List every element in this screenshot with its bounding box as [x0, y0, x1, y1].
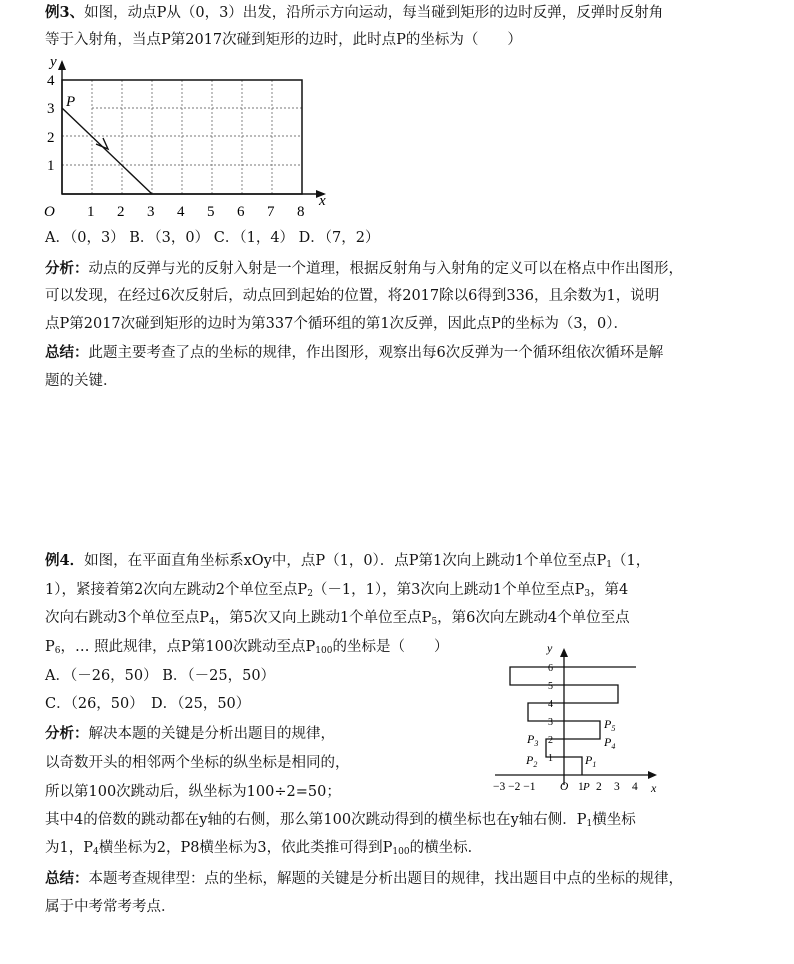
- point-label-p1: $P_1$: [585, 753, 597, 769]
- ex4-text: 1），紧接着第2次向左跳动2个单位至点P: [45, 582, 308, 598]
- y-tick: 4: [548, 699, 553, 710]
- ex4-text: （－1，1），第3次向上跳动1个单位至点P: [312, 582, 585, 598]
- x-tick: 1: [578, 781, 584, 793]
- y-ticks: [548, 663, 553, 764]
- x-neg-ticks: −3 −2 −1: [493, 781, 536, 793]
- y-tick: 1: [548, 753, 553, 764]
- ex3-analysis-text-2: 可以发现，在经过6次反射后，动点回到起始的位置，将2017除以6得到336，且余数为1，说明: [45, 288, 660, 304]
- x-axis-arrow-icon: [648, 771, 657, 779]
- x-tick: 7: [267, 204, 275, 220]
- ex4-analysis-text-3: 所以第100次跳动后，纵坐标为100÷2=50；: [45, 784, 341, 800]
- ex3-summary-2: [45, 371, 118, 391]
- ex3-analysis-label: 分析：: [45, 260, 89, 277]
- ex3-analysis-text-1: 动点的反弹与光的反射入射是一个道理，根据反射角与入射角的定义可以在格点中作出图形，: [88, 261, 683, 277]
- ex4-line-4: [45, 637, 448, 661]
- x-tick: 5: [207, 204, 215, 220]
- ex3-summary-label: 总结：: [45, 344, 89, 361]
- ex4-line-1: [45, 551, 650, 575]
- ex4-text: （1，: [612, 553, 651, 569]
- ex4-choices-2: [45, 694, 250, 714]
- point-label-p4: $P_4$: [604, 735, 616, 751]
- subscript: 2: [307, 589, 313, 599]
- y-axis-label: y: [547, 641, 553, 655]
- subscript: 4: [92, 847, 99, 857]
- ex4-analysis-1: [45, 724, 335, 744]
- x-tick: 8: [297, 204, 305, 220]
- subscript: 100: [315, 646, 333, 656]
- ex3-summary-text-1: 此题主要考查了点的坐标的规律，作出图形，观察出每6次反弹为一个循环组依次循环是解: [88, 345, 664, 361]
- point-label-start: P: [583, 781, 590, 793]
- subscript: 1: [592, 760, 597, 769]
- ex3-text-1: 如图，动点P从（0，3）出发，沿所示方向运动，每当碰到矩形的边时反弹，反弹时反射角: [84, 5, 664, 21]
- point-label-p2: $P_2$: [526, 753, 538, 769]
- ex4-label: 例4．: [45, 552, 85, 569]
- y-axis-arrow-icon: [58, 60, 66, 70]
- ex3-choices-text: A．（0，3） B．（3，0） C．（1，4） D．（7，2）: [45, 230, 380, 246]
- x-tick: 2: [117, 204, 125, 220]
- ex4-text: 如图，在平面直角坐标系xOy中，点P（1，0）．点P第1次向上跳动1个单位至点P: [84, 553, 607, 569]
- ex4-text: 的坐标是（ ）: [332, 639, 449, 655]
- x-tick: 1: [87, 204, 95, 220]
- x-tick: 2: [596, 781, 602, 793]
- subscript: 100: [392, 847, 410, 857]
- ex4-text: ，第5次又向上跳动1个单位至点P: [214, 610, 432, 626]
- ex4-text: 横坐标为2，P8横坐标为3，依此类推可得到P: [98, 840, 393, 856]
- ex4-summary-text-1: 本题考查规律型：点的坐标，解题的关键是分析出题目的规律，找出题目中点的坐标的规律，: [88, 871, 683, 887]
- figure-jump-path: [490, 640, 665, 800]
- ex4-summary-text-2: 属于中考常考考点．: [45, 899, 176, 915]
- subscript: 2: [533, 760, 538, 769]
- subscript: 4: [611, 742, 616, 751]
- ex4-text: 为1，P: [45, 840, 93, 856]
- ex3-analysis-text-3: 点P第2017次碰到矩形的边时为第337个循环组的第1次反弹，因此点P的坐标为（3，0）．: [45, 316, 629, 332]
- subscript: 5: [611, 724, 616, 733]
- ex4-text: ，… 照此规律，点P第100次跳动至点P: [60, 639, 316, 655]
- ex4-analysis-text-2: 以奇数开头的相邻两个坐标的纵坐标是相同的，: [45, 755, 350, 771]
- ex4-text: P: [45, 639, 55, 655]
- ex3-analysis-2: [45, 286, 659, 306]
- subscript: 6: [54, 646, 61, 656]
- grid-lines: [62, 80, 302, 194]
- y-axis-arrow-icon: [560, 648, 568, 657]
- ex4-analysis-3: [45, 782, 341, 802]
- ex4-text: 横坐标: [592, 812, 636, 828]
- ex4-line-2: [45, 580, 628, 604]
- x-tick: 3: [614, 781, 620, 793]
- y-tick: 2: [47, 130, 55, 146]
- ex4-analysis-4: [45, 810, 636, 834]
- x-axis-label: x: [319, 193, 326, 209]
- origin-label: O: [560, 781, 569, 793]
- ex3-analysis-1: [45, 259, 683, 279]
- subscript: 3: [584, 589, 591, 599]
- figure-rect-bounce: [40, 50, 340, 225]
- ex3-line-1: [45, 3, 663, 23]
- ex3-summary-1: [45, 343, 663, 363]
- ex4-text: ，第6次向左跳动4个单位至点: [437, 610, 630, 626]
- ex4-choices-text-1: A．（－26，50） B．（－25，50）: [45, 668, 276, 684]
- ex4-text: 其中4的倍数的跳动都在y轴的右侧，那么第100次跳动得到的横坐标也在y轴右侧．P: [45, 812, 587, 828]
- ex4-analysis-text-1: 解决本题的关键是分析出题目的规律，: [88, 726, 335, 742]
- point-label-p3: $P_3$: [527, 732, 539, 748]
- ex4-text: ，第4: [590, 582, 629, 598]
- y-tick: 3: [47, 101, 55, 117]
- path-segment: [62, 108, 152, 194]
- x-tick: 6: [237, 204, 245, 220]
- ex4-text: 次向右跳动3个单位至点P: [45, 610, 209, 626]
- y-axis-label: y: [50, 54, 57, 70]
- ex3-label: 例3、: [45, 4, 85, 21]
- ex3-summary-text-2: 题的关键．: [45, 373, 118, 389]
- ex4-choices-text-2: C．（26，50） D．（25，50）: [45, 696, 251, 712]
- y-tick: 2: [548, 735, 553, 746]
- subscript: 3: [534, 739, 539, 748]
- subscript: 5: [431, 617, 438, 627]
- ex4-text: 的横坐标．: [409, 840, 483, 856]
- ex3-analysis-3: [45, 314, 628, 334]
- y-tick: 3: [548, 717, 553, 728]
- subscript: 1: [606, 560, 613, 570]
- ex4-choices-1: [45, 666, 275, 686]
- ex4-line-3: [45, 608, 630, 632]
- ex4-summary-2: [45, 897, 176, 917]
- ex4-analysis-5: [45, 838, 482, 862]
- point-label-p5: $P_5$: [604, 717, 616, 733]
- direction-arrow-icon: [96, 138, 108, 149]
- subscript: 1: [586, 819, 593, 829]
- x-tick: 4: [177, 204, 185, 220]
- x-axis-label: x: [651, 781, 657, 795]
- ex4-analysis-label: 分析：: [45, 725, 89, 742]
- ex3-choices: [45, 228, 379, 248]
- x-tick: 3: [147, 204, 155, 220]
- ex3-text-2: 等于入射角，当点P第2017次碰到矩形的边时，此时点P的坐标为（ ）: [45, 32, 522, 48]
- origin-label: O: [44, 204, 55, 220]
- ex4-summary-label: 总结：: [45, 870, 89, 887]
- subscript: 4: [208, 617, 215, 627]
- y-tick: 6: [548, 663, 553, 674]
- ex3-line-2: [45, 30, 522, 50]
- y-tick: 5: [548, 681, 553, 692]
- ex4-analysis-2: [45, 753, 350, 773]
- y-tick: 1: [47, 158, 55, 174]
- y-tick: 4: [47, 73, 55, 89]
- ex4-summary-1: [45, 869, 683, 889]
- x-tick: 4: [632, 781, 638, 793]
- point-p-label: P: [66, 94, 76, 110]
